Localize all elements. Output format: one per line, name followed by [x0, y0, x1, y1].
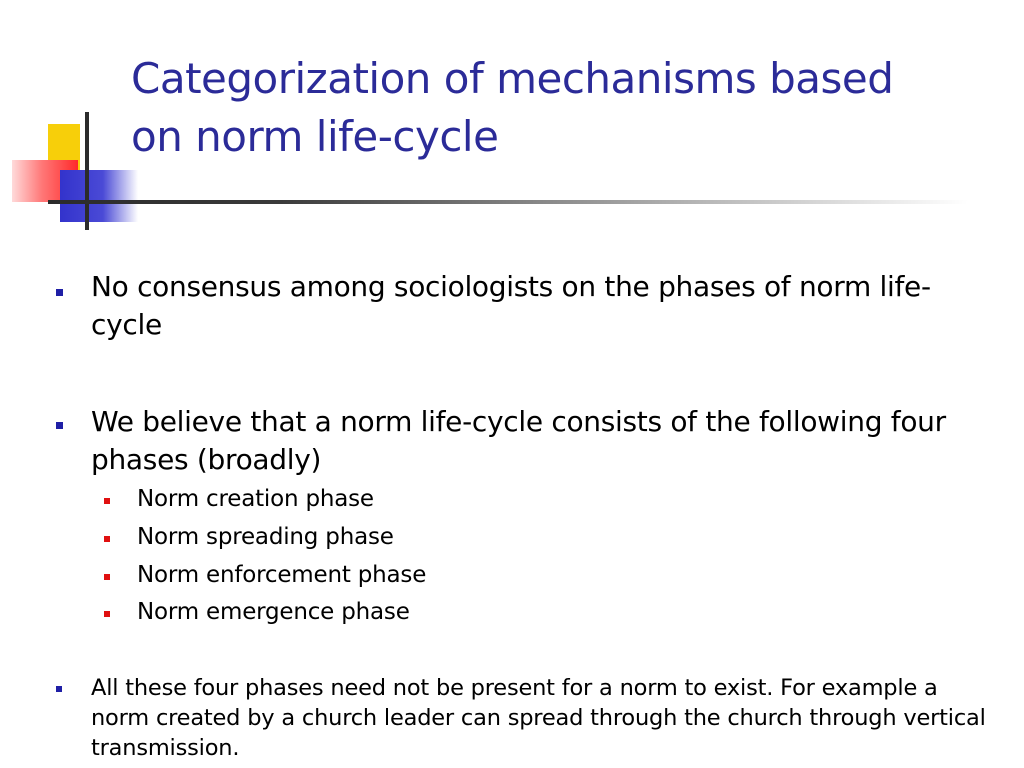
bullet-text: We believe that a norm life-cycle consists of the following four phases (broadly) — [91, 405, 946, 476]
slide-title-line-2: on norm life-cycle — [131, 112, 499, 161]
sub-bullet-text: Norm emergence phase — [137, 599, 410, 625]
bullet-text: No consensus among sociologists on the phases of norm life-cycle — [91, 270, 931, 341]
square-bullet-icon — [104, 574, 110, 580]
square-bullet-icon — [104, 611, 110, 617]
slide-title-line-1: Categorization of mechanisms based — [131, 54, 894, 103]
sub-bullet-text: Norm enforcement phase — [137, 562, 427, 588]
square-bullet-icon — [56, 422, 63, 429]
square-bullet-icon — [56, 686, 62, 692]
bullet-text: All these four phases need not be present for a norm to exist. For example a norm created by a church leader can spread through the church through vertical transmission. — [91, 675, 986, 761]
sub-bullet-text: Norm creation phase — [137, 486, 374, 512]
sub-bullet-text: Norm spreading phase — [137, 524, 394, 550]
square-bullet-icon — [104, 498, 110, 504]
square-bullet-icon — [104, 536, 110, 542]
square-bullet-icon — [56, 289, 63, 296]
